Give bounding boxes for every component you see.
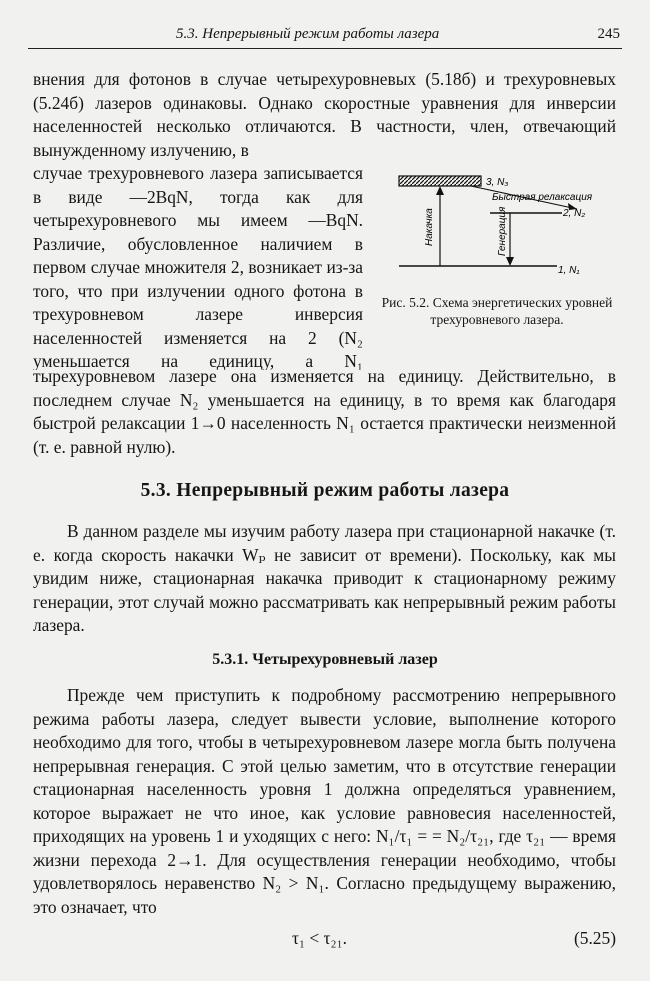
section-title: 5.3. Непрерывный режим работы лазера <box>140 480 510 501</box>
equation-number: (5.25) <box>573 928 616 948</box>
fast-relax-label: Быстрая релаксация <box>492 192 593 203</box>
level-3-label: 3, N₃ <box>486 177 509 188</box>
pump-label: Накачка <box>424 208 435 246</box>
subsection-title: 5.3.1. Четырехуровневый лазер <box>212 651 438 668</box>
paragraph-3 <box>33 684 616 919</box>
running-header <box>28 26 622 49</box>
equation: τ₁ < τ₂₁. <box>292 928 348 948</box>
paragraph-1-end: тырехуровневом лазере она изменяется на единицу. Действительно, в последнем случае N₂ уменьшается на единицу, в то время как благодаря быстрой релаксации 1→0 населенность N₁ остается практически неизменной (т. е. равной нулю). <box>33 366 616 457</box>
paragraph-2-text: В данном разделе мы изучим работу лазера при стационарной накачке (т. е. когда скорость накачки Wₚ не зависит от времени). Поскольку, как мы увидим ниже, стационарная накачка приводит к стационарному режиму генерации, этот случай можно рассматривать как непрерывный режим работы лазера. <box>33 521 616 635</box>
paragraph-3-text: Прежде чем приступить к подробному рассмотрению непрерывного режима работы лазера, следует вывести условие, выполнение которого необходимо для того, чтобы в четырехуровневом лазере могла быть получена непрерывная генерация. С этой целью заметим, что в отсутствие генерации стационарная населенность уровня 1 должна определяться уравнением, которое выражает не что иное, как условие равновесия населенностей, приходящих на уровень 1 и уходящих с него: N₁/τ₁ = = N₂/τ₂₁, где τ₂₁ — время жизни перехода 2→1. Для осуществления генерации необходимо, чтобы удовлетворялось неравенство N₂ > N₁. Согласно предыдущему выражению, это означает, что <box>33 685 616 917</box>
level-2-label: 2, N₂ <box>563 208 586 219</box>
paragraph-2 <box>33 520 616 638</box>
page-number: 245 <box>597 26 620 42</box>
diagram-svg <box>372 160 622 295</box>
header-title: 5.3. Непрерывный режим работы лазера <box>176 26 440 42</box>
paragraph-1-wrap: случае трехуровневого лазера записывается в виде —2BqN, тогда как для четырехуровневого мы имеем —BqN. Различие, обусловленное наличием в первом случае множителя 2, возникает из-за того, что при излучении одного фотона в трехуровневом лазере инверсия населенностей изменяется на 2 (N₂ уменьшается на единицу, а N₁ <box>33 163 363 370</box>
level-3-band <box>399 176 481 186</box>
figure-caption: Рис. 5.2. Схема энергетических уровней трехуровневого лазера. <box>381 295 613 327</box>
level-1-label: 1, N₁ <box>558 265 580 276</box>
generation-label: Генерация <box>497 206 508 256</box>
paragraph-1-top: внения для фотонов в случае четырехуровневых (5.18б) и трехуровневых (5.24б) лазеров одинаковы. Однако скоростные уравнения для инверсии населенностей несколько отличаются. В частности, член, отвечающий вынужденному излучению, в <box>33 69 616 160</box>
